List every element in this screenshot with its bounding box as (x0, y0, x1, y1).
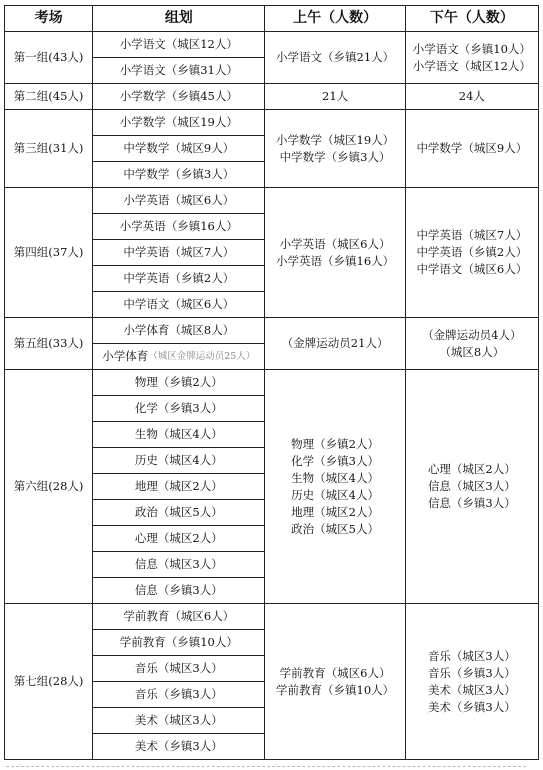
morning-entry: 生物（城区4人） (291, 470, 379, 485)
morning-cell (265, 110, 405, 188)
group-name: 第三组(31人) (5, 110, 93, 188)
subgroup-cell: 政治（城区5人） (93, 500, 265, 526)
subgroup-cell: 历史（城区4人） (93, 448, 265, 474)
subgroup-cell: 小学语文（乡镇31人） (93, 58, 265, 84)
table-row (5, 370, 539, 396)
subgroup-main-text (93, 344, 264, 369)
morning-entry: 地理（城区2人） (291, 504, 379, 519)
subgroup-cell: 地理（城区2人） (93, 474, 265, 500)
afternoon-entry: 小学语文（城区12人） (412, 58, 531, 73)
morning-entry: 中学数学（乡镇3人） (279, 149, 391, 164)
table-row (5, 32, 539, 58)
table-row (5, 188, 539, 214)
morning-cell: 21人 (265, 84, 405, 110)
morning-cell (265, 370, 405, 604)
morning-entry: 化学（乡镇3人） (291, 453, 379, 468)
morning-entry: 物理（乡镇2人） (291, 436, 379, 451)
group-name: 第七组(28人) (5, 604, 93, 760)
afternoon-cell (405, 188, 538, 318)
subgroup-cell: 小学语文（城区12人） (93, 32, 265, 58)
subgroup-cell: 小学数学（城区19人） (93, 110, 265, 136)
afternoon-entry: 心理（城区2人） (427, 462, 516, 476)
table-row (5, 110, 539, 136)
table-row (5, 604, 539, 630)
subgroup-cell: 小学数学（乡镇45人） (93, 84, 265, 110)
subgroup-cell: 小学英语（城区6人） (93, 188, 265, 214)
exam-schedule-table (4, 5, 539, 760)
afternoon-entry: （城区8人） (439, 344, 505, 359)
morning-entry: 政治（城区5人） (291, 521, 379, 536)
subgroup-cell: 中学数学（城区9人） (93, 136, 265, 162)
header-venue: 考场 (5, 6, 93, 32)
afternoon-cell (405, 110, 538, 188)
table-row (5, 318, 539, 344)
subgroup-cell: 学前教育（城区6人） (93, 604, 265, 630)
subgroup-cell: 信息（城区3人） (93, 552, 265, 578)
header-afternoon: 下午（人数） (405, 6, 538, 32)
morning-entry: （金牌运动员21人） (281, 336, 389, 350)
afternoon-cell: 24人 (405, 84, 538, 110)
afternoon-entry: 小学语文（乡镇10人） (412, 41, 531, 56)
morning-entry: 学前教育（乡镇10人） (276, 682, 395, 697)
subgroup-cell: 美术（城区3人） (93, 708, 265, 734)
group-name: 第四组(37人) (5, 188, 93, 318)
afternoon-entry: 信息（城区3人） (427, 479, 516, 493)
header-morning: 上午（人数） (265, 6, 405, 32)
subgroup-cell: 美术（乡镇3人） (93, 734, 265, 760)
subgroup-cell: 化学（乡镇3人） (93, 396, 265, 422)
subgroup-cell: 音乐（城区3人） (93, 656, 265, 682)
afternoon-entry: （金牌运动员4人） (422, 327, 522, 342)
subgroup-cell: 中学语文（城区6人） (93, 292, 265, 318)
afternoon-cell (405, 32, 538, 84)
page-edge-divider (6, 766, 526, 770)
table-row (5, 84, 539, 110)
group-name: 第六组(28人) (5, 370, 93, 604)
subgroup-cell: 中学数学（乡镇3人） (93, 162, 265, 188)
afternoon-entry: 信息（乡镇3人） (427, 496, 516, 510)
afternoon-cell (405, 370, 538, 604)
morning-cell (265, 318, 405, 370)
afternoon-entry: 音乐（乡镇3人） (427, 665, 516, 680)
afternoon-entry: 中学数学（城区9人） (416, 141, 528, 155)
subgroup-cell: 心理（城区2人） (93, 526, 265, 552)
afternoon-entry: 中学语文（城区6人） (416, 262, 528, 276)
subgroup-cell: 中学英语（城区7人） (93, 240, 265, 266)
morning-entry: 小学数学（城区19人） (276, 132, 395, 147)
afternoon-entry: 美术（城区3人） (427, 682, 516, 697)
morning-entry: 小学英语（城区6人） (279, 236, 391, 251)
group-name: 第二组(45人) (5, 84, 93, 110)
subgroup-cell (93, 344, 265, 370)
morning-entry: 小学语文（乡镇21人） (276, 50, 395, 64)
morning-entry: 学前教育（城区6人） (279, 665, 391, 680)
afternoon-cell (405, 318, 538, 370)
morning-cell (265, 188, 405, 318)
subgroup-cell: 生物（城区4人） (93, 422, 265, 448)
group-name: 第五组(33人) (5, 318, 93, 370)
morning-entry: 历史（城区4人） (291, 487, 379, 502)
subgroup-cell: 信息（乡镇3人） (93, 578, 265, 604)
afternoon-entry: 中学英语（乡镇2人） (416, 245, 528, 259)
subgroup-note: （城区金牌运动员25人） (148, 351, 256, 362)
morning-cell (265, 32, 405, 84)
morning-entry: 小学英语（乡镇16人） (276, 253, 395, 268)
subgroup-cell: 物理（乡镇2人） (93, 370, 265, 396)
subgroup-cell: 中学英语（乡镇2人） (93, 266, 265, 292)
group-name: 第一组(43人) (5, 32, 93, 84)
subgroup-cell: 小学体育（城区8人） (93, 318, 265, 344)
header-row (5, 6, 539, 32)
subgroup-cell: 小学英语（乡镇16人） (93, 214, 265, 240)
subgroup-cell: 音乐（乡镇3人） (93, 682, 265, 708)
subgroup-cell: 学前教育（乡镇10人） (93, 630, 265, 656)
morning-cell (265, 604, 405, 760)
subgroup-split (93, 344, 264, 369)
header-group: 组划 (93, 6, 265, 32)
afternoon-cell (405, 604, 538, 760)
afternoon-entry: 中学英语（城区7人） (416, 228, 528, 242)
afternoon-entry: 美术（乡镇3人） (427, 699, 516, 714)
afternoon-entry: 音乐（城区3人） (427, 648, 516, 663)
subgroup-main-label: 小学体育 (102, 349, 149, 363)
